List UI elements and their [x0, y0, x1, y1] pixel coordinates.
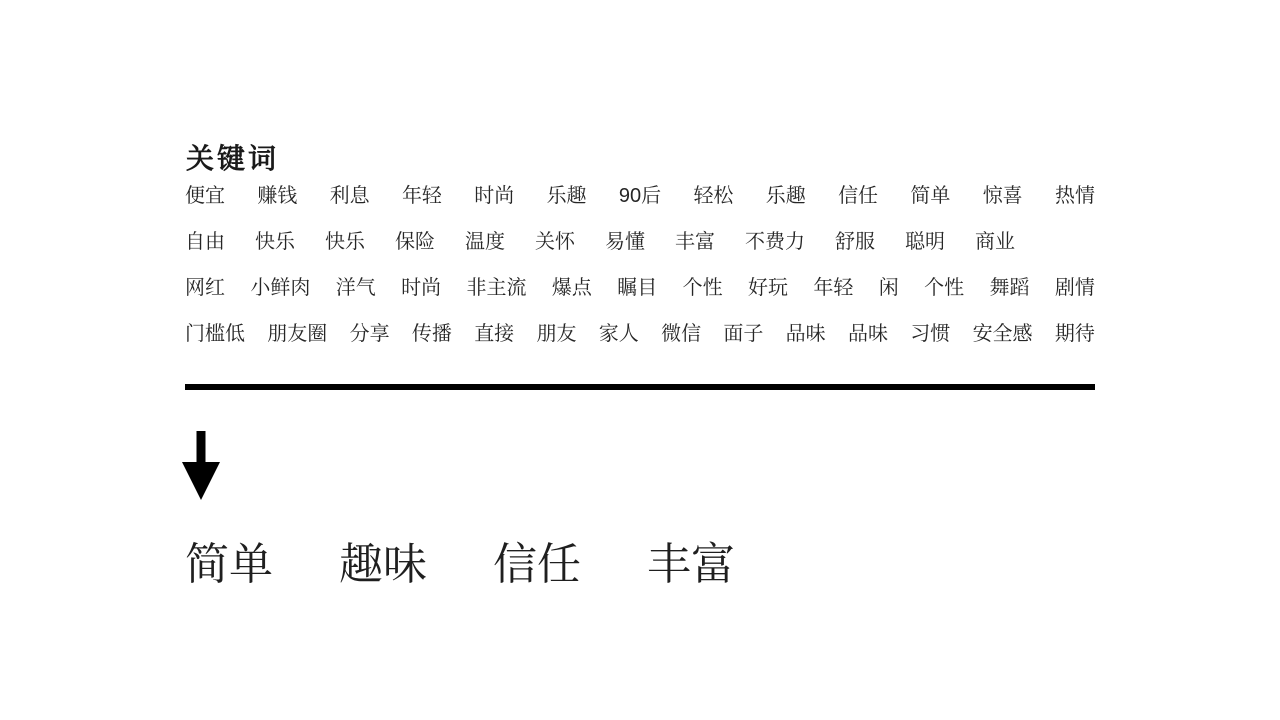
keyword: 分享 [349, 322, 390, 345]
keyword: 品味 [785, 322, 826, 345]
keyword: 好玩 [748, 276, 788, 299]
keyword: 闲 [878, 276, 899, 299]
keyword: 舒服 [835, 230, 875, 253]
keyword: 快乐 [325, 230, 365, 253]
highlight-word: 信任 [493, 540, 581, 589]
keyword: 朋友 [536, 322, 577, 345]
keyword: 快乐 [255, 230, 295, 253]
keyword: 90后 [618, 184, 662, 207]
keyword: 瞩目 [617, 276, 658, 299]
keyword: 个性 [924, 276, 965, 299]
keyword: 时尚 [474, 184, 515, 207]
keyword: 商业 [975, 230, 1015, 253]
keyword: 自由 [185, 230, 225, 253]
down-arrow-icon [182, 431, 220, 500]
keyword-row-1 [185, 170, 1095, 216]
keyword: 个性 [682, 276, 723, 299]
keyword: 保险 [395, 230, 435, 253]
keyword: 微信 [661, 322, 702, 345]
keyword: 剧情 [1054, 276, 1095, 299]
keyword-row-2 [185, 216, 1095, 262]
keyword-rows [185, 170, 1095, 354]
keyword: 惊喜 [982, 184, 1023, 207]
highlight-words [185, 528, 735, 592]
keyword: 热情 [1055, 184, 1095, 207]
keyword: 聪明 [905, 230, 945, 253]
keyword: 利息 [329, 184, 370, 207]
keyword: 乐趣 [765, 184, 806, 207]
highlight-word: 简单 [185, 540, 273, 589]
keyword: 非主流 [466, 276, 527, 299]
keyword: 年轻 [401, 184, 442, 207]
highlight-word: 趣味 [339, 540, 427, 589]
keyword: 温度 [465, 230, 505, 253]
highlight-word: 丰富 [647, 540, 735, 589]
keyword: 赚钱 [257, 184, 298, 207]
keyword: 面子 [723, 322, 764, 345]
keyword: 洋气 [335, 276, 376, 299]
keyword: 关怀 [535, 230, 575, 253]
keyword-row-4 [185, 308, 1095, 354]
keyword: 丰富 [675, 230, 715, 253]
keyword: 爆点 [551, 276, 592, 299]
keyword: 家人 [598, 322, 639, 345]
keyword: 网红 [185, 276, 225, 299]
page-title: 关键词 [186, 142, 280, 174]
keyword: 不费力 [745, 230, 805, 253]
keyword: 简单 [910, 184, 951, 207]
keyword: 舞蹈 [989, 276, 1030, 299]
keyword-row-3 [185, 262, 1095, 308]
keyword: 年轻 [813, 276, 854, 299]
keyword: 传播 [411, 322, 452, 345]
keyword: 门槛低 [185, 322, 245, 345]
slide [185, 0, 1095, 720]
keyword: 习惯 [910, 322, 951, 345]
keyword: 直接 [474, 322, 515, 345]
keyword: 便宜 [185, 184, 225, 207]
keyword: 小鲜肉 [250, 276, 311, 299]
keyword: 安全感 [972, 322, 1033, 345]
keyword: 轻松 [693, 184, 734, 207]
keyword: 信任 [838, 184, 879, 207]
keyword: 乐趣 [546, 184, 587, 207]
keyword: 品味 [847, 322, 888, 345]
keyword: 期待 [1054, 322, 1095, 345]
keyword: 易懂 [605, 230, 645, 253]
keyword: 朋友圈 [267, 322, 328, 345]
divider-line [185, 384, 1095, 390]
keyword: 时尚 [401, 276, 442, 299]
